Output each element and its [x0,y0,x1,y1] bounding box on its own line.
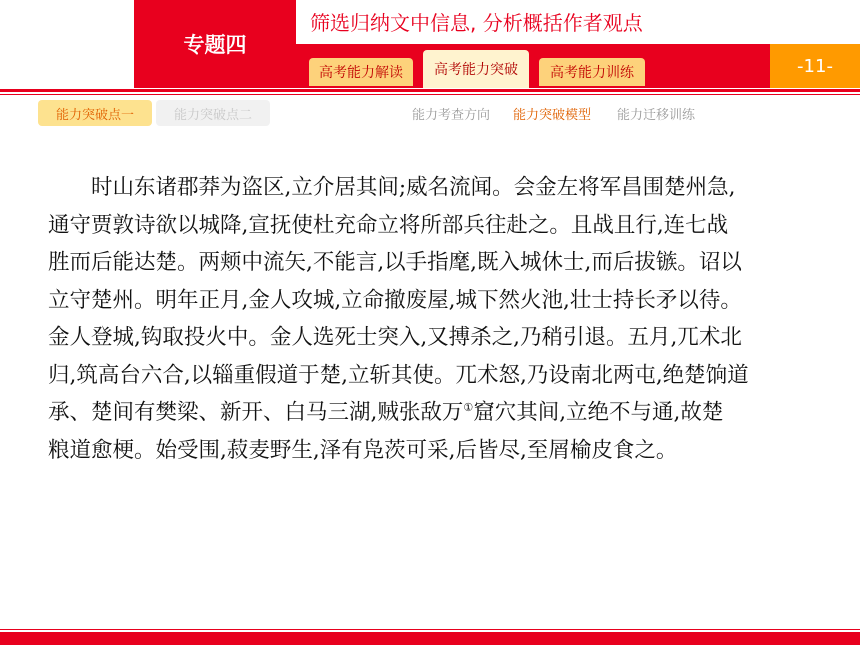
passage-line: 通守贾敦诗欲以城降,宣抚使杜充命立将所部兵往赴之。且战且行,连七战 [48,212,729,238]
header [0,0,860,88]
header-blank [0,0,134,88]
passage-line: 立守楚州。明年正月,金人攻城,立命撤废屋,城下然火池,壮士持长矛以待。 [48,287,742,313]
nav-link-breakthrough-model[interactable]: 能力突破模型 [513,108,592,123]
nav-link-transfer-training[interactable]: 能力迁移训练 [617,108,696,123]
passage-line-part: 窟穴其间,立绝不与通,故楚 [473,400,724,425]
passage-line [48,394,818,432]
passage-line: 时山东诸郡莽为盗区,立介居其间;威名流闻。会金左将军昌围楚州急, [91,175,736,200]
footer-bar [0,632,860,645]
passage-text [48,169,818,469]
page-number: -11- [770,44,860,88]
passage-line: 胜而后能达楚。两颊中流矢,不能言,以手指麾,既入城休士,而后拔镞。诏以 [48,250,742,275]
subtab-point-two[interactable]: 能力突破点二 [156,100,270,126]
nav-link-exam-direction[interactable]: 能力考查方向 [412,108,491,123]
passage-line-part: 承、楚间有樊梁、新开、白马三湖,贼张敌万 [48,400,464,425]
footnote-marker[interactable]: ① [463,400,474,414]
subtab-point-one[interactable]: 能力突破点一 [38,100,152,126]
page-title: 筛选归纳文中信息, 分析概括作者观点 [310,11,643,35]
passage-line: 金人登城,钩取投火中。金人选死士突入,又搏杀之,乃稍引退。五月,兀术北 [48,325,742,350]
tab-ability-interpretation[interactable]: 高考能力解读 [309,58,413,86]
passage-line: 粮道愈梗。始受围,菽麦野生,泽有凫茨可采,后皆尽,至屑榆皮食之。 [48,437,678,463]
divider [0,94,860,95]
tab-ability-training[interactable]: 高考能力训练 [539,58,645,86]
divider [0,89,860,92]
topic-label: 专题四 [134,0,296,88]
passage-line: 归,筑高台六合,以辎重假道于楚,立斩其使。兀术怒,乃设南北两屯,绝楚饷道 [48,362,749,388]
tab-ability-breakthrough[interactable]: 高考能力突破 [423,50,529,88]
divider [0,629,860,630]
